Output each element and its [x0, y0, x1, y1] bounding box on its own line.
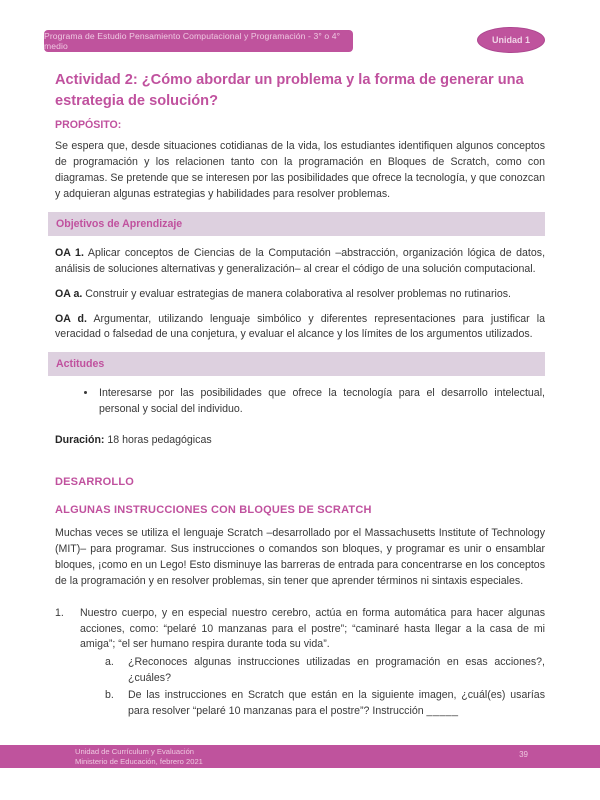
numbered-list	[55, 606, 545, 720]
objetivos-list	[55, 246, 545, 343]
proposito-paragraph: Se espera que, desde situaciones cotidianas de la vida, los estudiantes identifiquen algunos conceptos de programación y los relacionen tanto con la programación en Bloques de Scratch, como con diagramas. Se pretende que se interesen por las posibilidades que ofrece la tecnología, y que conozcan y adquieran algunas estrategias y habilidades para resolver problemas.	[55, 140, 545, 200]
duracion-value: 18 horas pedagógicas	[104, 434, 212, 447]
sub-item-b	[105, 688, 545, 720]
content-column	[55, 70, 545, 721]
oa-item-text: Argumentar, utilizando lenguaje simbólico y diferentes representaciones para justificar la veracidad o falsedad de una conjetura, y evaluar el alcance y los límites de los argumentos utilizados.	[55, 312, 546, 341]
oa-item	[55, 246, 545, 278]
oa-item-text: Construir y evaluar estrategias de manera colaborativa al resolver problemas no rutinarios.	[85, 287, 511, 300]
unit-badge-label: Unidad 1	[491, 35, 530, 45]
oa-item-text: Aplicar conceptos de Ciencias de la Computación –abstracción, organización lógica de datos, análisis de soluciones alternativas y generalización– al crear el código de una solución computacional.	[55, 246, 546, 275]
page-number: 39	[519, 750, 528, 759]
program-header-badge	[44, 30, 353, 52]
list-item-text: Nuestro cuerpo, y en especial nuestro cerebro, actúa en forma automática para hacer algunas acciones, como: “pelaré 10 manzanas para el postre”; “caminaré hasta llegar a la casa de mi amiga”; “el ser humano respira durante toda su vida”.	[80, 606, 545, 651]
sub-item-text	[128, 688, 545, 720]
scratch-subheading: ALGUNAS INSTRUCCIONES CON BLOQUES DE SCRATCH	[55, 504, 372, 517]
oa-item-label: OA a.	[55, 287, 83, 300]
oa-item-label: OA d.	[55, 312, 87, 325]
list-item-number: 1.	[55, 606, 64, 619]
oa-item	[55, 287, 545, 303]
program-header-label: Programa de Estudio Pensamiento Computacional y Programación - 3° o 4° medio	[44, 31, 341, 51]
objetivos-banner: Objetivos de Aprendizaje	[48, 212, 545, 236]
sub-item-letter: b.	[105, 689, 114, 702]
oa-item	[55, 312, 545, 344]
proposito-label: PROPÓSITO:	[55, 119, 122, 132]
sub-item-text: ¿Reconoces algunas instrucciones utilizadas en programación en esas acciones?, ¿cuáles?	[128, 656, 545, 685]
actitud-item: • Interesarse por las posibilidades que ofrece la tecnología para el desarrollo intelectual, personal y social del individuo.	[97, 386, 545, 418]
duracion-line	[55, 434, 545, 446]
sub-list	[105, 655, 545, 720]
oa-item-label: OA 1.	[55, 246, 84, 259]
footer-publisher	[75, 747, 203, 768]
footer-bar	[0, 745, 600, 768]
answer-blank: _____	[426, 705, 459, 718]
footer-line2: Ministerio de Educación, febrero 2021	[75, 757, 203, 767]
footer-line1: Unidad de Currículum y Evaluación	[75, 747, 195, 756]
sub-item-a	[105, 655, 545, 687]
sub-item-b-text: De las instrucciones en Scratch que están en la siguiente imagen, ¿cuál(es) usarías para resolver “pelaré 10 manzanas para el postre”? Instrucción	[128, 689, 545, 718]
actitudes-list	[55, 386, 545, 418]
sub-item-letter: a.	[105, 656, 114, 669]
desarrollo-heading: DESARROLLO	[55, 476, 134, 489]
unit-badge	[477, 27, 545, 53]
activity-title: Actividad 2: ¿Cómo abordar un problema y la forma de generar una estrategia de solución?	[55, 72, 524, 110]
duracion-label: Duración:	[55, 434, 105, 447]
list-item-1	[55, 606, 545, 654]
scratch-intro-paragraph: Muchas veces se utiliza el lenguaje Scratch –desarrollado por el Massachusetts Institute of Technology (MIT)– para programar. Sus instrucciones o comandos son bloques, y programar es unir o ensamblar bloques, ¡como en un Lego! Esto disminuye las barreras de entrada para concentrarse en los conceptos de la programación y en resolver problemas, sin tener que aprender términos ni sintaxis especiales.	[55, 527, 545, 587]
actitudes-banner: Actitudes	[48, 352, 545, 376]
